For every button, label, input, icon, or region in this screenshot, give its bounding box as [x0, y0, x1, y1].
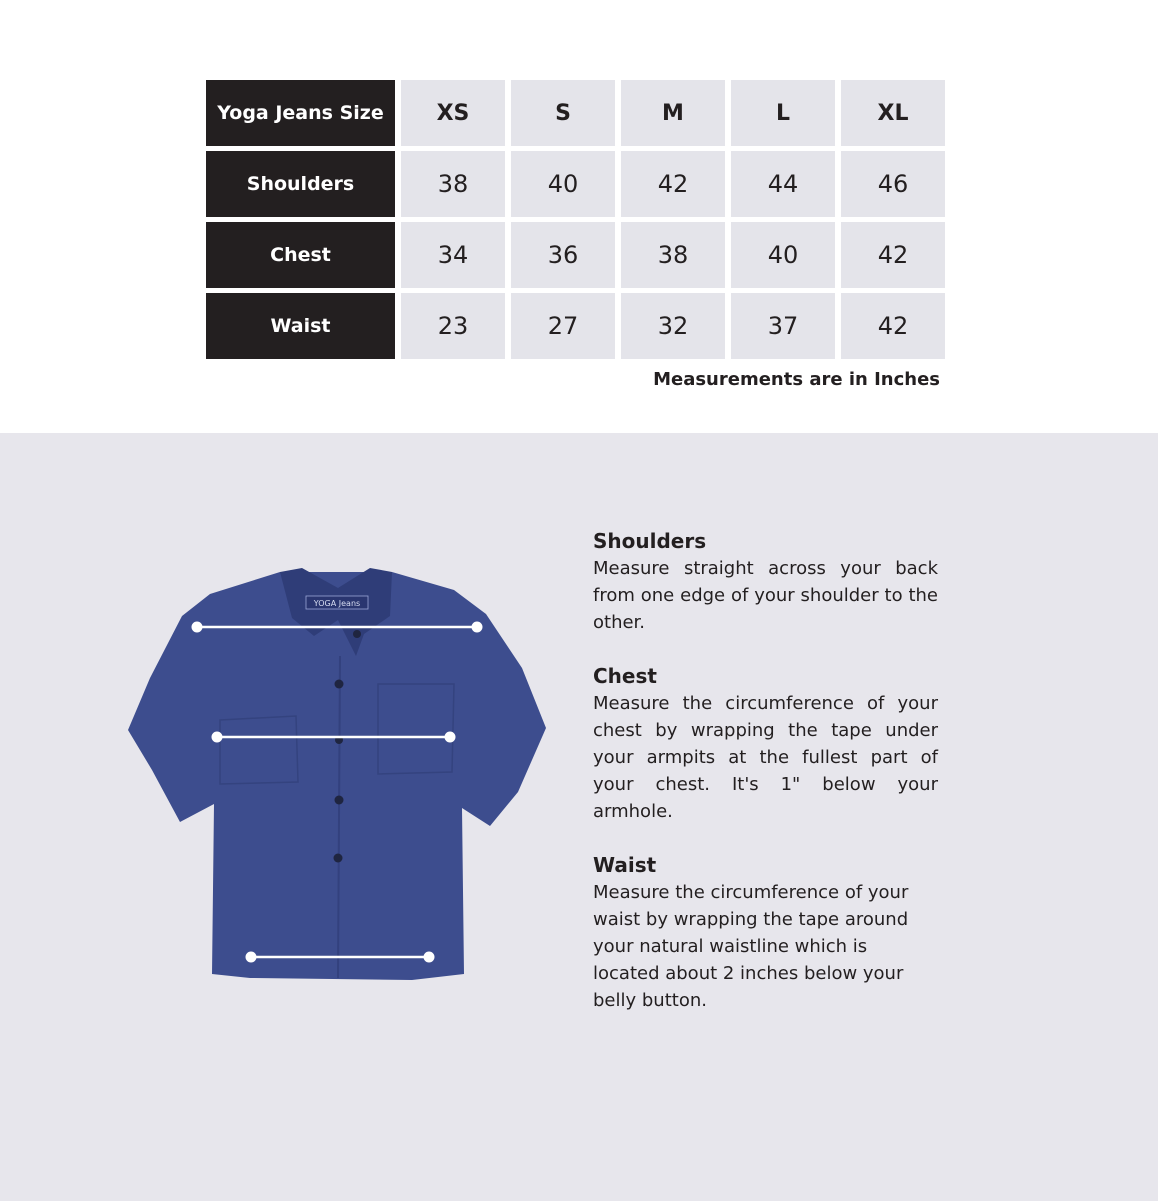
- measurement-guide: [593, 528, 938, 1041]
- size-chart-section: [0, 0, 1158, 433]
- guide-text: Measure the circumference of your waist by wrapping the tape around your natural waistline which is located about 2 inches below your belly button.: [593, 882, 909, 1011]
- guide-title: Shoulders: [593, 529, 707, 553]
- table-cell: 42: [841, 222, 945, 288]
- size-chart-table: [206, 80, 943, 359]
- table-cell: 46: [841, 151, 945, 217]
- table-cell: 38: [401, 151, 505, 217]
- table-cell: 27: [511, 293, 615, 359]
- table-cell: 32: [621, 293, 725, 359]
- size-header-s: S: [511, 80, 615, 146]
- table-cell: 44: [731, 151, 835, 217]
- row-label-shoulders: Shoulders: [206, 151, 395, 217]
- shirt-illustration: [120, 560, 560, 990]
- shirt-button: [353, 630, 361, 638]
- guide-item-waist: [593, 852, 938, 1014]
- brand-tag-text: YOGA Jeans: [313, 599, 361, 608]
- table-corner-label: Yoga Jeans Size: [206, 80, 395, 146]
- table-cell: 34: [401, 222, 505, 288]
- guide-item-chest: [593, 663, 938, 825]
- row-label-waist: Waist: [206, 293, 395, 359]
- shirt-button: [334, 854, 343, 863]
- table-cell: 36: [511, 222, 615, 288]
- row-label-chest: Chest: [206, 222, 395, 288]
- shirt-button: [335, 796, 344, 805]
- guide-text: Measure straight across your back from one edge of your shoulder to the other.: [593, 558, 938, 633]
- table-cell: 23: [401, 293, 505, 359]
- table-cell: 42: [621, 151, 725, 217]
- table-cell: 40: [511, 151, 615, 217]
- size-header-xs: XS: [401, 80, 505, 146]
- guide-item-shoulders: [593, 528, 938, 636]
- size-header-xl: XL: [841, 80, 945, 146]
- table-cell: 42: [841, 293, 945, 359]
- size-header-l: L: [731, 80, 835, 146]
- table-cell: 40: [731, 222, 835, 288]
- table-cell: 38: [621, 222, 725, 288]
- guide-text: Measure the circumference of your chest by wrapping the tape under your armpits at the fullest part of your chest. It's 1" below your armhole.: [593, 693, 938, 822]
- measurement-unit-note: Measurements are in Inches: [653, 369, 940, 390]
- guide-title: Waist: [593, 853, 657, 877]
- guide-title: Chest: [593, 664, 657, 688]
- shirt-button: [335, 680, 344, 689]
- size-header-m: M: [621, 80, 725, 146]
- table-cell: 37: [731, 293, 835, 359]
- shirt-body: [128, 572, 546, 980]
